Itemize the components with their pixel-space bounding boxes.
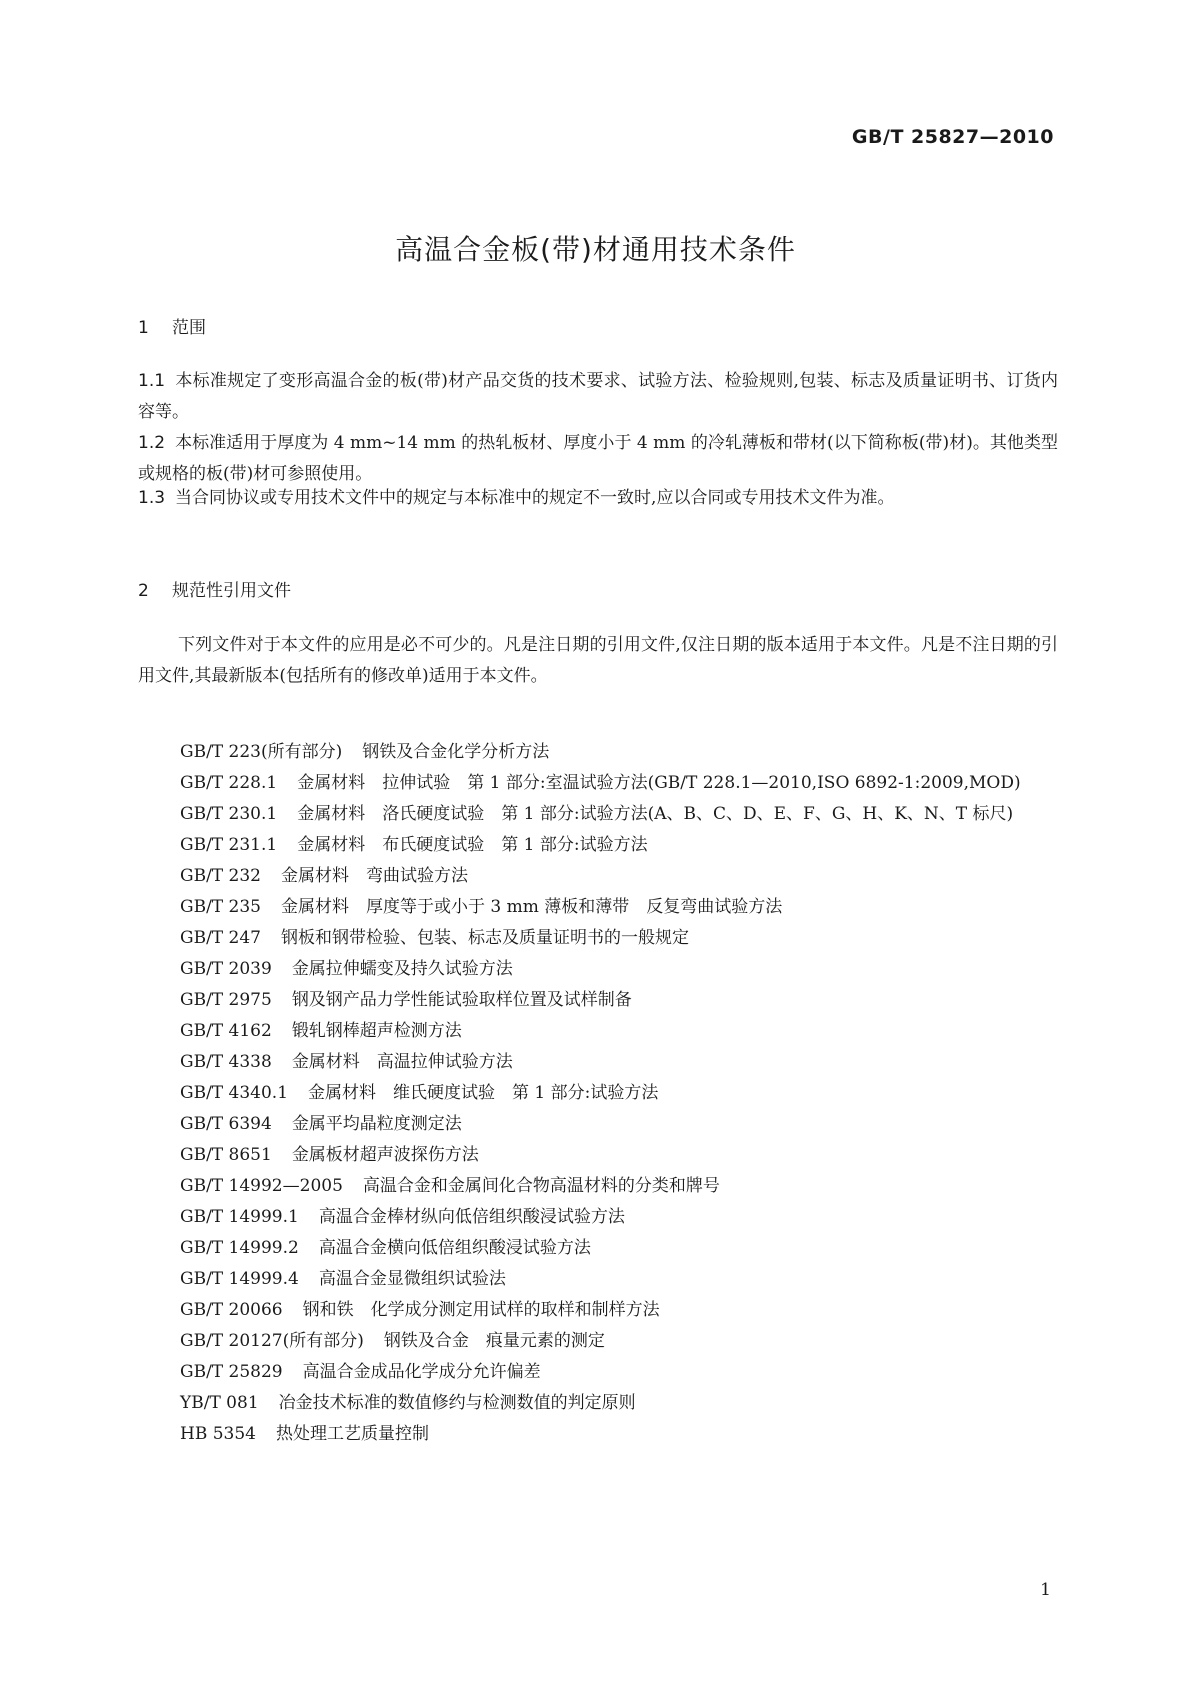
reference-title: 金属板材超声波探伤方法	[291, 1145, 479, 1165]
reference-title: 钢板和钢带检验、包装、标志及质量证明书的一般规定	[281, 928, 689, 948]
reference-code: GB/T 8651	[180, 1145, 272, 1165]
reference-item	[138, 1295, 1058, 1326]
reference-item	[138, 892, 1058, 923]
reference-code: GB/T 2039	[180, 959, 272, 979]
reference-code: GB/T 14999.2	[180, 1238, 299, 1258]
clause-1-2	[138, 428, 1058, 490]
reference-code: GB/T 20127(所有部分)	[180, 1331, 364, 1351]
reference-title: 钢及钢产品力学性能试验取样位置及试样制备	[291, 990, 632, 1010]
reference-item	[138, 1016, 1058, 1047]
reference-code: GB/T 14999.4	[180, 1269, 299, 1289]
reference-title: 金属材料 高温拉伸试验方法	[291, 1052, 513, 1072]
reference-title: 金属材料 维氏硬度试验 第 1 部分:试验方法	[308, 1083, 659, 1103]
clause-number: 1.2	[138, 433, 166, 453]
clause-number: 1.3	[138, 488, 166, 508]
reference-item	[138, 985, 1058, 1016]
reference-code: GB/T 231.1	[180, 835, 278, 855]
reference-title: 金属材料 厚度等于或小于 3 mm 薄板和薄带 反复弯曲试验方法	[281, 897, 783, 917]
reference-title: 冶金技术标准的数值修约与检测数值的判定原则	[278, 1393, 636, 1413]
reference-item	[138, 1140, 1058, 1171]
reference-code: GB/T 247	[180, 928, 261, 948]
section-2-heading	[138, 576, 291, 601]
clause-1-1	[138, 366, 1058, 428]
reference-item	[138, 1233, 1058, 1264]
clause-1-3	[138, 483, 1058, 514]
reference-code: GB/T 2975	[180, 990, 272, 1010]
reference-code: GB/T 223(所有部分)	[180, 742, 343, 762]
reference-code: GB/T 4338	[180, 1052, 272, 1072]
reference-code: GB/T 230.1	[180, 804, 278, 824]
reference-title: 金属材料 拉伸试验 第 1 部分:室温试验方法(GB/T 228.1—2010,ISO 6892-1:2009,MOD)	[297, 773, 1021, 793]
standard-code: GB/T 25827—2010	[851, 126, 1054, 148]
reference-title: 金属拉伸蠕变及持久试验方法	[291, 959, 513, 979]
section-number: 2	[138, 581, 149, 601]
reference-item	[138, 954, 1058, 985]
reference-code: GB/T 235	[180, 897, 261, 917]
clause-text: 本标准适用于厚度为 4 mm~14 mm 的热轧板材、厚度小于 4 mm 的冷轧薄板和带材(以下简称板(带)材)。其他类型或规格的板(带)材可参照使用。	[138, 433, 1058, 484]
reference-item	[138, 1171, 1058, 1202]
reference-code: GB/T 232	[180, 866, 261, 886]
reference-item	[138, 1388, 1058, 1419]
reference-code: GB/T 4162	[180, 1021, 272, 1041]
reference-list	[138, 737, 1058, 1450]
reference-code: GB/T 14992—2005	[180, 1176, 343, 1196]
reference-title: 金属材料 弯曲试验方法	[281, 866, 468, 886]
reference-item	[138, 923, 1058, 954]
document-title: 高温合金板(带)材通用技术条件	[395, 233, 796, 266]
reference-code: GB/T 228.1	[180, 773, 278, 793]
reference-code: GB/T 14999.1	[180, 1207, 299, 1227]
reference-title: 锻轧钢棒超声检测方法	[291, 1021, 462, 1041]
reference-item	[138, 768, 1058, 799]
reference-item	[138, 1419, 1058, 1450]
reference-code: GB/T 6394	[180, 1114, 272, 1134]
reference-title: 金属平均晶粒度测定法	[291, 1114, 462, 1134]
page-number: 1	[1040, 1580, 1051, 1600]
reference-code: HB 5354	[180, 1424, 256, 1444]
reference-title: 高温合金成品化学成分允许偏差	[302, 1362, 541, 1382]
reference-code: YB/T 081	[180, 1393, 259, 1413]
reference-item	[138, 1109, 1058, 1140]
section-2-intro: 下列文件对于本文件的应用是必不可少的。凡是注日期的引用文件,仅注日期的版本适用于本文件。凡是不注日期的引用文件,其最新版本(包括所有的修改单)适用于本文件。	[138, 635, 1058, 686]
reference-title: 高温合金显微组织试验法	[318, 1269, 506, 1289]
reference-title: 热处理工艺质量控制	[276, 1424, 429, 1444]
section-title: 规范性引用文件	[172, 581, 291, 601]
reference-item	[138, 737, 1058, 768]
clause-text: 当合同协议或专用技术文件中的规定与本标准中的规定不一致时,应以合同或专用技术文件为准。	[175, 488, 895, 508]
reference-item	[138, 861, 1058, 892]
section-1-heading	[138, 313, 206, 338]
reference-code: GB/T 25829	[180, 1362, 283, 1382]
clause-text: 本标准规定了变形高温合金的板(带)材产品交货的技术要求、试验方法、检验规则,包装、标志及质量证明书、订货内容等。	[138, 371, 1058, 422]
reference-item	[138, 1357, 1058, 1388]
reference-title: 钢铁及合金化学分析方法	[362, 742, 550, 762]
reference-code: GB/T 4340.1	[180, 1083, 289, 1103]
reference-title: 金属材料 布氏硬度试验 第 1 部分:试验方法	[297, 835, 648, 855]
reference-title: 高温合金棒材纵向低倍组织酸浸试验方法	[318, 1207, 625, 1227]
reference-title: 高温合金和金属间化合物高温材料的分类和牌号	[362, 1176, 720, 1196]
reference-item	[138, 1264, 1058, 1295]
section-title: 范围	[172, 318, 206, 338]
clause-number: 1.1	[138, 371, 166, 391]
reference-item	[138, 799, 1058, 830]
reference-item	[138, 1047, 1058, 1078]
reference-title: 钢铁及合金 痕量元素的测定	[383, 1331, 605, 1351]
reference-code: GB/T 20066	[180, 1300, 283, 1320]
reference-item	[138, 830, 1058, 861]
reference-title: 钢和铁 化学成分测定用试样的取样和制样方法	[302, 1300, 660, 1320]
reference-title: 金属材料 洛氏硬度试验 第 1 部分:试验方法(A、B、C、D、E、F、G、H、K、N、T 标尺)	[297, 804, 1014, 824]
reference-title: 高温合金横向低倍组织酸浸试验方法	[318, 1238, 591, 1258]
reference-item	[138, 1326, 1058, 1357]
reference-item	[138, 1078, 1058, 1109]
reference-item	[138, 1202, 1058, 1233]
section-number: 1	[138, 318, 149, 338]
